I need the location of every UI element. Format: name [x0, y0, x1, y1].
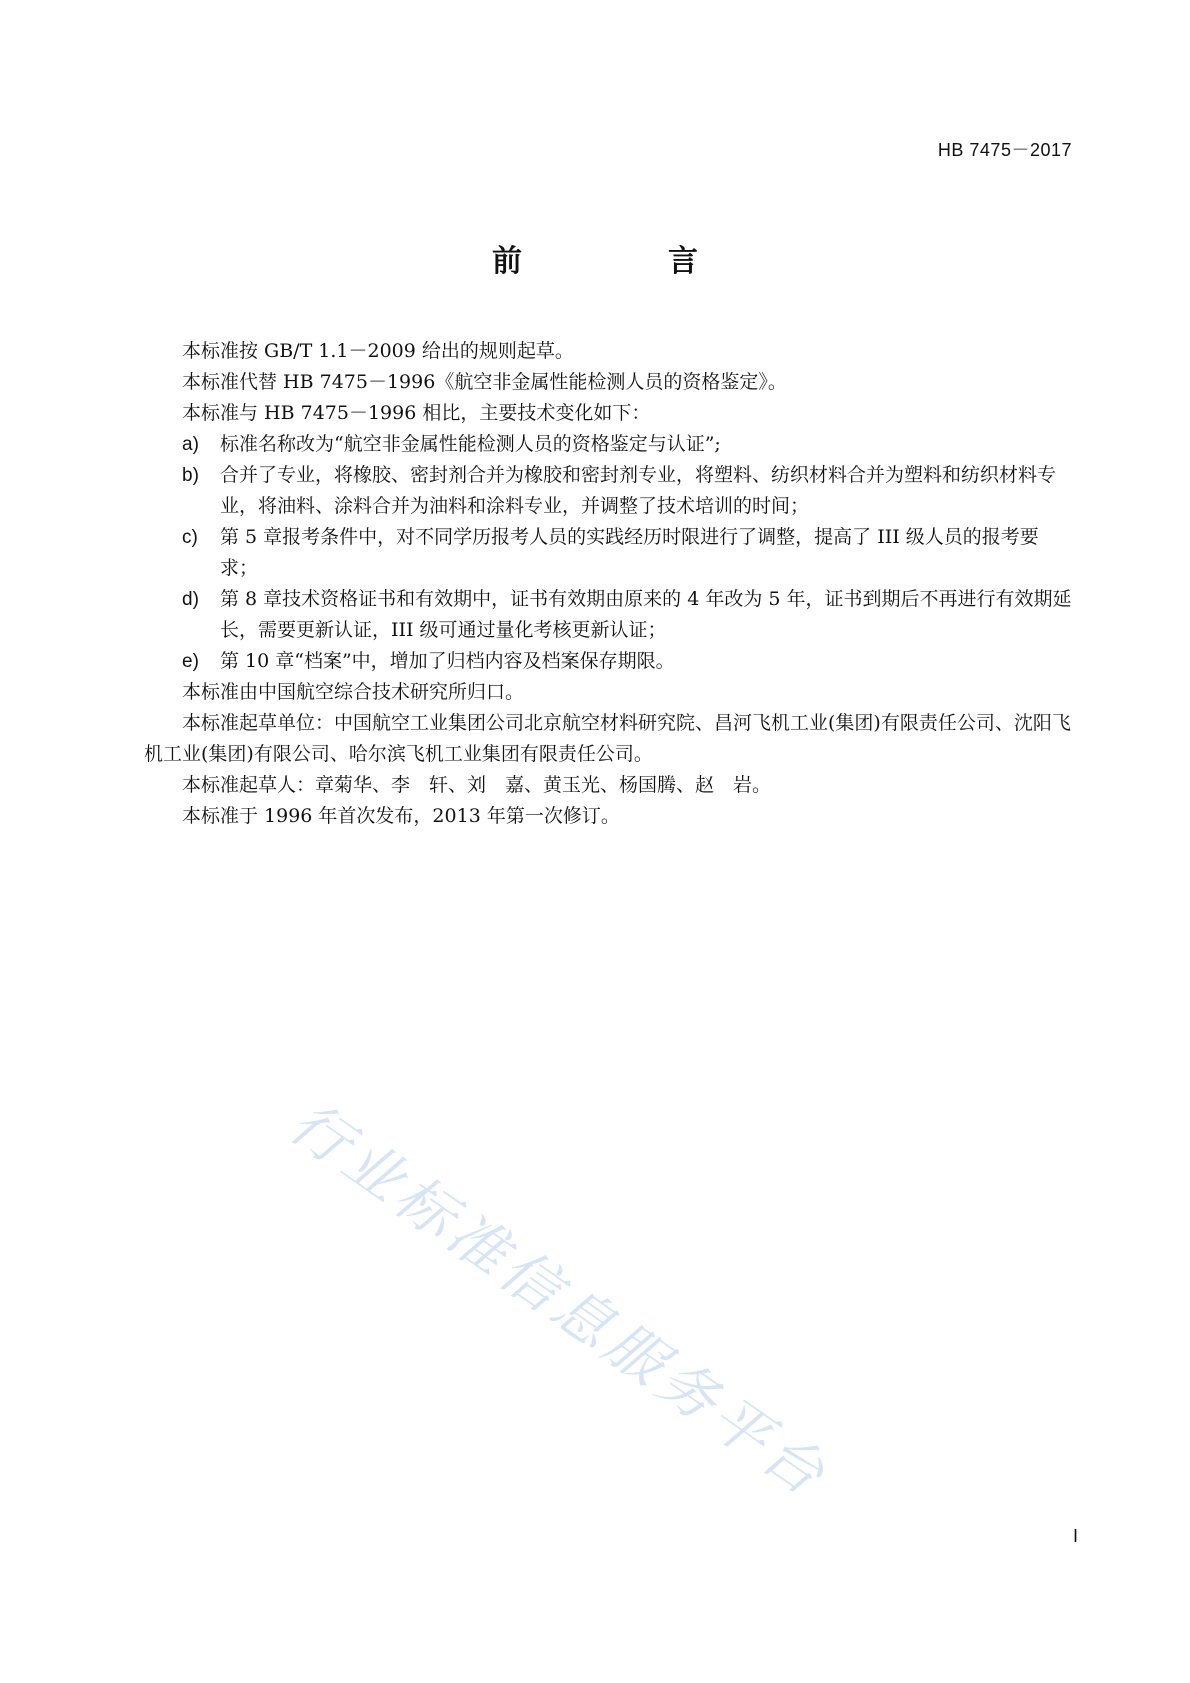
change-item-b — [144, 460, 1072, 522]
foreword-body — [144, 336, 1072, 832]
page-title: 前 言 — [492, 244, 756, 279]
intro-paragraph-1: 本标准按 GB/T 1.1－2009 给出的规则起草。 — [182, 340, 574, 362]
change-marker: b) — [182, 465, 199, 486]
change-marker: d) — [182, 589, 199, 610]
intro-paragraph-3: 本标准与 HB 7475－1996 相比，主要技术变化如下： — [182, 402, 651, 424]
change-marker: a) — [182, 434, 199, 455]
outro-paragraph-3: 本标准起草人：章菊华、李 轩、刘 嘉、黄玉光、杨国腾、赵 岩。 — [182, 774, 772, 796]
change-text: 标准名称改为“航空非金属性能检测人员的资格鉴定与认证”; — [220, 433, 721, 455]
outro-paragraph-2: 本标准起草单位：中国航空工业集团公司北京航空材料研究院、昌河飞机工业(集团)有限责任公司、沈阳飞机工业(集团)有限公司、哈尔滨飞机工业集团有限责任公司。 — [144, 712, 1071, 765]
standard-code: HB 7475－2017 — [937, 140, 1072, 160]
watermark: 行业标准信息服务平台 — [277, 1088, 841, 1512]
change-text: 第 10 章“档案”中，增加了归档内容及档案保存期限。 — [220, 650, 675, 672]
outro-paragraph-4: 本标准于 1996 年首次发布，2013 年第一次修订。 — [182, 805, 620, 827]
change-item-d — [144, 584, 1072, 646]
intro-paragraph-2: 本标准代替 HB 7475－1996《航空非金属性能检测人员的资格鉴定》。 — [182, 371, 787, 393]
change-marker: e) — [182, 651, 199, 672]
page-number: I — [1072, 1526, 1078, 1546]
change-item-a — [144, 429, 1072, 460]
change-text: 第 5 章报考条件中，对不同学历报考人员的实践经历时限进行了调整，提高了 III 级人员的报考要求； — [220, 526, 1039, 579]
outro-paragraph-1: 本标准由中国航空综合技术研究所归口。 — [182, 681, 525, 703]
change-item-c — [144, 522, 1072, 584]
change-marker: c) — [182, 527, 198, 548]
change-item-e — [144, 646, 1072, 677]
change-text: 合并了专业，将橡胶、密封剂合并为橡胶和密封剂专业，将塑料、纺织材料合并为塑料和纺织材料专业，将油料、涂料合并为油料和涂料专业，并调整了技术培训的时间； — [220, 464, 1057, 517]
change-text: 第 8 章技术资格证书和有效期中，证书有效期由原来的 4 年改为 5 年，证书到期后不再进行有效期延长，需要更新认证，III 级可通过量化考核更新认证； — [220, 588, 1072, 641]
